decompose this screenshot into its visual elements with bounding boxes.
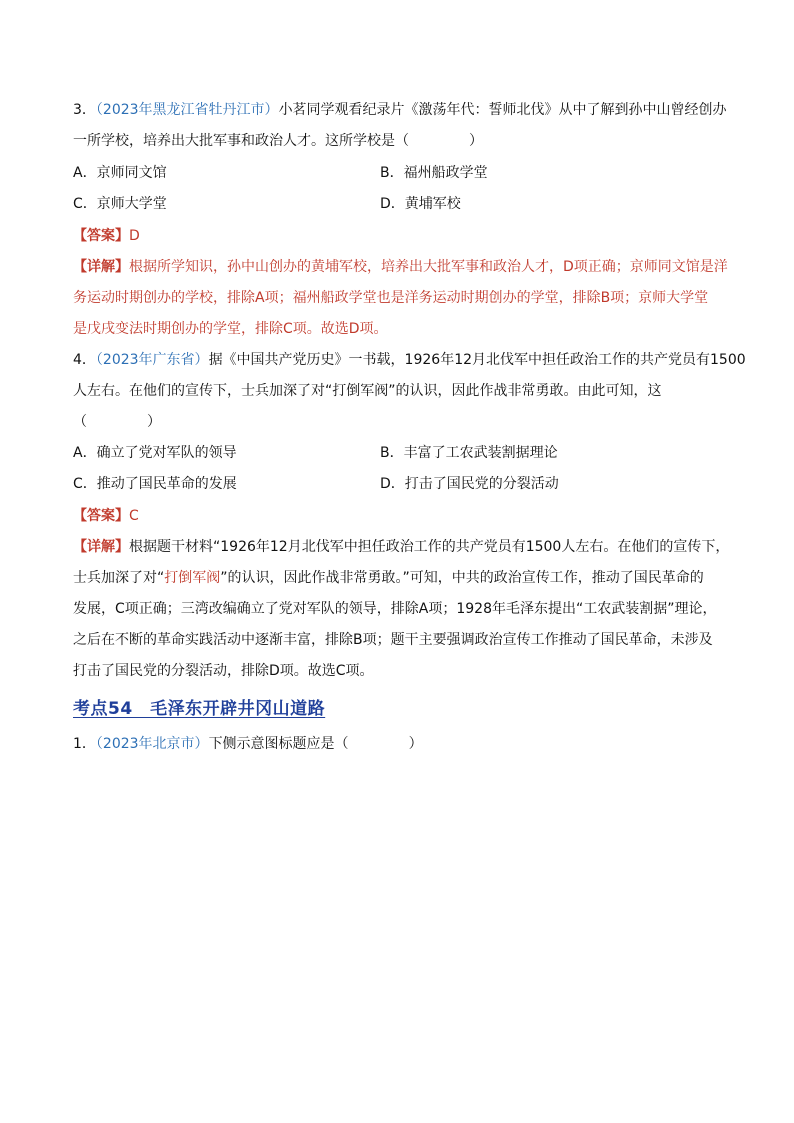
option-b: B．丰富了工农武装割据理论 xyxy=(380,445,558,461)
option-d: D．黄埔军校 xyxy=(380,196,461,212)
blank-close-paren: ） xyxy=(408,736,423,752)
answer-value: D xyxy=(129,228,140,244)
blank-close-paren: ） xyxy=(469,133,483,149)
blank-open-paren: （ xyxy=(73,414,87,430)
explanation-line-1 xyxy=(73,252,728,283)
explanation-text: 根据题干材料“1926年12月北伐军中担任政治工作的共产党员有1500人左右。在他们的宣传下， xyxy=(129,539,730,555)
option-d: D．打击了国民党的分裂活动 xyxy=(380,476,559,492)
explanation-line-1 xyxy=(73,532,730,563)
question-4-stem-line-2: 人左右。在他们的宣传下，士兵加深了对“打倒军阀”的认识，因此作战非常勇敢。由此可知，这 xyxy=(73,383,662,399)
explanation-line-3: 是戊戌变法时期创办的学堂，排除C项。故选D项。 xyxy=(73,321,388,337)
question-text: 小茗同学观看纪录片《激荡年代：誓师北伐》从中了解到孙中山曾经创办 xyxy=(278,102,727,118)
option-b: B．福州船政学堂 xyxy=(380,165,488,181)
explanation-label: 【详解】 xyxy=(73,539,129,555)
explanation-text: ”的认识，因此作战非常勇敢。”可知，中共的政治宣传工作，推动了国民革命的 xyxy=(220,570,704,586)
explanation-text: 士兵加深了对“ xyxy=(73,570,165,586)
answer-label: 【答案】 xyxy=(73,228,129,244)
option-a: A．确立了党对军队的领导 xyxy=(73,445,237,461)
question-4-explanation xyxy=(73,532,730,687)
answer-label: 【答案】 xyxy=(73,508,129,524)
question-text: 据《中国共产党历史》一书载，1926年12月北伐军中担任政治工作的共产党员有1500 xyxy=(208,352,746,368)
question-4-stem-line-3 xyxy=(73,407,723,438)
explanation-line-2: 务运动时期创办的学校，排除A项；福州船政学堂也是洋务运动时期创办的学堂，排除B项；京师大学堂 xyxy=(73,290,709,306)
question-1-stem-line-1 xyxy=(73,729,723,760)
question-3 xyxy=(73,95,727,157)
option-a: A．京师同文馆 xyxy=(73,165,167,181)
question-source: （2023年北京市） xyxy=(95,736,209,752)
question-number: 3． xyxy=(73,102,96,118)
explanation-line-4: 之后在不断的革命实践活动中逐渐丰富，排除B项；题干主要强调政治宣传工作推动了国民革命，未涉及 xyxy=(73,632,713,648)
question-1 xyxy=(73,729,723,760)
question-number: 4． xyxy=(73,352,96,368)
question-4-stem-line-1 xyxy=(73,345,746,376)
question-3-stem-line-1 xyxy=(73,95,727,126)
question-text: 下侧示意图标题应是（ xyxy=(208,736,349,752)
answer-value: C xyxy=(129,508,139,524)
explanation-line-5: 打击了国民党的分裂活动，排除D项。故选C项。 xyxy=(73,663,374,679)
option-c: C．京师大学堂 xyxy=(73,196,167,212)
question-3-answer xyxy=(73,221,723,252)
option-c: C．推动了国民革命的发展 xyxy=(73,476,237,492)
question-source: （2023年广东省） xyxy=(95,352,209,368)
explanation-label: 【详解】 xyxy=(73,259,129,275)
section-heading: 考点54 毛泽东开辟井冈山道路 xyxy=(73,699,326,719)
question-3-stem-line-2 xyxy=(73,126,723,157)
question-source: （2023年黑龙江省牡丹江市） xyxy=(95,102,279,118)
answer-line xyxy=(73,221,723,252)
question-4 xyxy=(73,345,746,438)
explanation-text: 根据所学知识，孙中山创办的黄埔军校，培养出大批军事和政治人才，D项正确；京师同文馆是洋 xyxy=(129,259,728,275)
question-4-answer xyxy=(73,501,723,532)
answer-line xyxy=(73,501,723,532)
question-number: 1． xyxy=(73,736,96,752)
explanation-line-2 xyxy=(73,563,723,594)
question-3-explanation xyxy=(73,252,728,345)
blank-close-paren: ） xyxy=(147,414,161,430)
explanation-quote: 打倒军阀 xyxy=(164,570,221,586)
explanation-line-3: 发展，C项正确；三湾改编确立了党对军队的领导，排除A项；1928年毛泽东提出“工农武装割据”理论， xyxy=(73,601,717,617)
question-text: 一所学校，培养出大批军事和政治人才。这所学校是（ xyxy=(73,133,409,149)
